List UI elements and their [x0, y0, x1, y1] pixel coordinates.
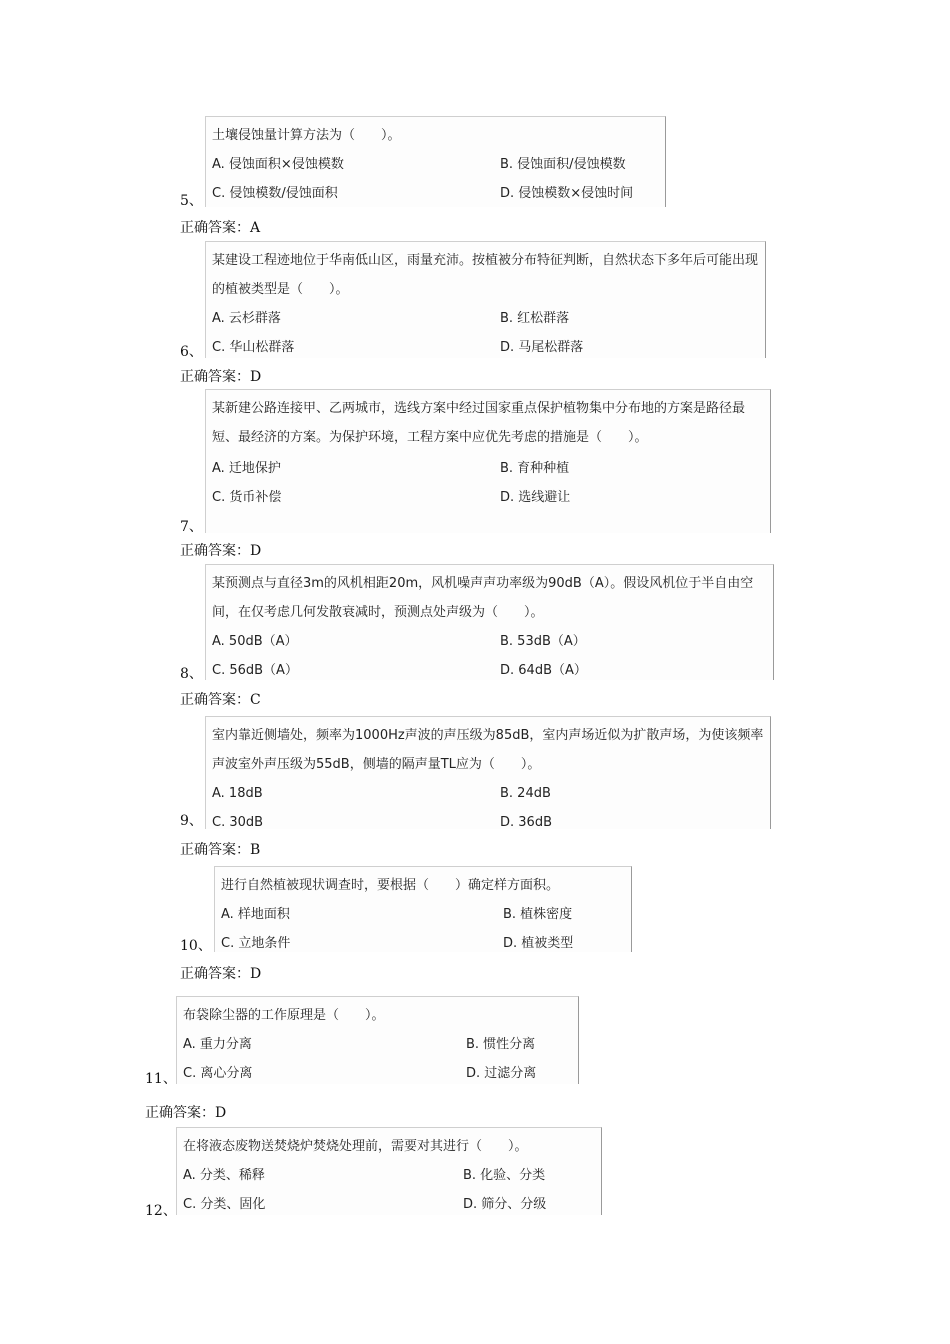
- question-10-option-b: B. 植株密度: [503, 907, 573, 922]
- question-6-options-row-1: [212, 304, 759, 333]
- question-8-option-b: B. 53dB（A）: [500, 634, 586, 649]
- question-7-image: [205, 389, 771, 533]
- question-10-option-c: C. 立地条件: [221, 936, 291, 951]
- question-7-option-c: C. 货币补偿: [212, 490, 282, 505]
- question-12-image: [176, 1127, 602, 1215]
- question-9-options-row-1: [212, 779, 764, 808]
- question-8-option-d: D. 64dB（A）: [500, 663, 587, 678]
- question-10-stem: 进行自然植被现状调查时，要根据（ ）确定样方面积。: [221, 878, 560, 893]
- question-11-option-b: B. 惯性分离: [466, 1037, 536, 1052]
- question-5-option-a: A. 侵蚀面积×侵蚀模数: [212, 157, 344, 172]
- question-7-answer: 正确答案：D: [180, 543, 262, 559]
- question-7-option-b: B. 育种种植: [500, 461, 570, 476]
- question-8-answer: 正确答案：C: [180, 692, 261, 708]
- question-11-options-row-2: [183, 1059, 572, 1084]
- question-9-stem: 室内靠近侧墙处，频率为1000Hz声波的声压级为85dB，室内声场近似为扩散声场，为使该频率声波室外声压级为55dB，侧墙的隔声量TL应为（ ）。: [212, 728, 764, 772]
- question-12-option-a: A. 分类、稀释: [183, 1168, 265, 1183]
- question-11-option-a: A. 重力分离: [183, 1037, 252, 1052]
- question-6-option-a: A. 云杉群落: [212, 311, 281, 326]
- question-7-option-a: A. 迁地保护: [212, 461, 281, 476]
- question-8-option-a: A. 50dB（A）: [212, 634, 298, 649]
- question-6-answer: 正确答案：D: [180, 369, 262, 385]
- question-9-options-row-2: [212, 808, 764, 829]
- question-10-option-d: D. 植被类型: [503, 936, 574, 951]
- question-12-stem: 在将液态废物送焚烧炉焚烧处理前，需要对其进行（ ）。: [183, 1139, 528, 1154]
- question-6-number: 6、: [180, 344, 203, 360]
- question-10-options-row-2: [221, 929, 625, 952]
- question-10-number: 10、: [180, 938, 212, 954]
- question-9-option-d: D. 36dB: [500, 815, 552, 829]
- question-5-options-row-2: [212, 179, 659, 207]
- question-11-option-d: D. 过滤分离: [466, 1066, 537, 1081]
- question-12-options-row-2: [183, 1190, 595, 1215]
- question-5-image: [205, 116, 666, 207]
- question-7-stem: 某新建公路连接甲、乙两城市，选线方案中经过国家重点保护植物集中分布地的方案是路径最短、最经济的方案。为保护环境，工程方案中应优先考虑的措施是（ ）。: [212, 401, 746, 445]
- question-9-option-b: B. 24dB: [500, 786, 551, 801]
- question-6-option-d: D. 马尾松群落: [500, 340, 584, 355]
- question-9-option-c: C. 30dB: [212, 815, 264, 829]
- question-10-answer: 正确答案：D: [180, 966, 262, 982]
- question-8-image: [205, 564, 774, 680]
- question-10-option-a: A. 样地面积: [221, 907, 290, 922]
- question-9-image: [205, 716, 771, 829]
- question-12-option-d: D. 筛分、分级: [463, 1197, 547, 1212]
- question-7-options-row-1: [212, 454, 764, 483]
- question-6-stem: 某建设工程迹地位于华南低山区，雨量充沛。按植被分布特征判断，自然状态下多年后可能出现的植被类型是（ ）。: [212, 253, 759, 297]
- question-6-option-b: B. 红松群落: [500, 311, 570, 326]
- question-8-number: 8、: [180, 666, 203, 682]
- question-11-stem: 布袋除尘器的工作原理是（ ）。: [183, 1008, 385, 1023]
- question-5-stem: 土壤侵蚀量计算方法为（ ）。: [212, 128, 401, 143]
- question-6-options-row-2: [212, 333, 759, 358]
- question-11-option-c: C. 离心分离: [183, 1066, 253, 1081]
- question-10-options-row-1: [221, 900, 625, 929]
- question-12-options-row-1: [183, 1161, 595, 1190]
- question-5-options-row-1: [212, 150, 659, 179]
- question-12-option-b: B. 化验、分类: [463, 1168, 546, 1183]
- question-11-answer: 正确答案：D: [145, 1105, 227, 1121]
- question-10-image: [214, 866, 632, 952]
- question-7-options-row-2: [212, 483, 764, 512]
- question-5-option-c: C. 侵蚀模数/侵蚀面积: [212, 186, 338, 201]
- question-11-image: [176, 996, 579, 1084]
- question-7-option-d: D. 选线避让: [500, 490, 571, 505]
- question-9-option-a: A. 18dB: [212, 786, 263, 801]
- question-5-option-b: B. 侵蚀面积/侵蚀模数: [500, 157, 626, 172]
- question-12-option-c: C. 分类、固化: [183, 1197, 266, 1212]
- question-8-options-row-2: [212, 656, 767, 680]
- question-6-option-c: C. 华山松群落: [212, 340, 295, 355]
- question-11-options-row-1: [183, 1030, 572, 1059]
- question-9-number: 9、: [180, 813, 203, 829]
- question-9-answer: 正确答案：B: [180, 842, 261, 858]
- question-11-number: 11、: [145, 1071, 177, 1087]
- question-8-options-row-1: [212, 627, 767, 656]
- question-8-stem: 某预测点与直径3m的风机相距20m，风机噪声声功率级为90dB（A）。假设风机位于半自由空间，在仅考虑几何发散衰减时，预测点处声级为（ ）。: [212, 576, 754, 620]
- question-5-option-d: D. 侵蚀模数×侵蚀时间: [500, 186, 634, 201]
- question-8-option-c: C. 56dB（A）: [212, 663, 298, 678]
- question-7-number: 7、: [180, 519, 203, 535]
- question-12-number: 12、: [145, 1203, 177, 1219]
- question-5-number: 5、: [180, 193, 203, 209]
- question-6-image: [205, 241, 766, 358]
- question-5-answer: 正确答案：A: [180, 220, 261, 236]
